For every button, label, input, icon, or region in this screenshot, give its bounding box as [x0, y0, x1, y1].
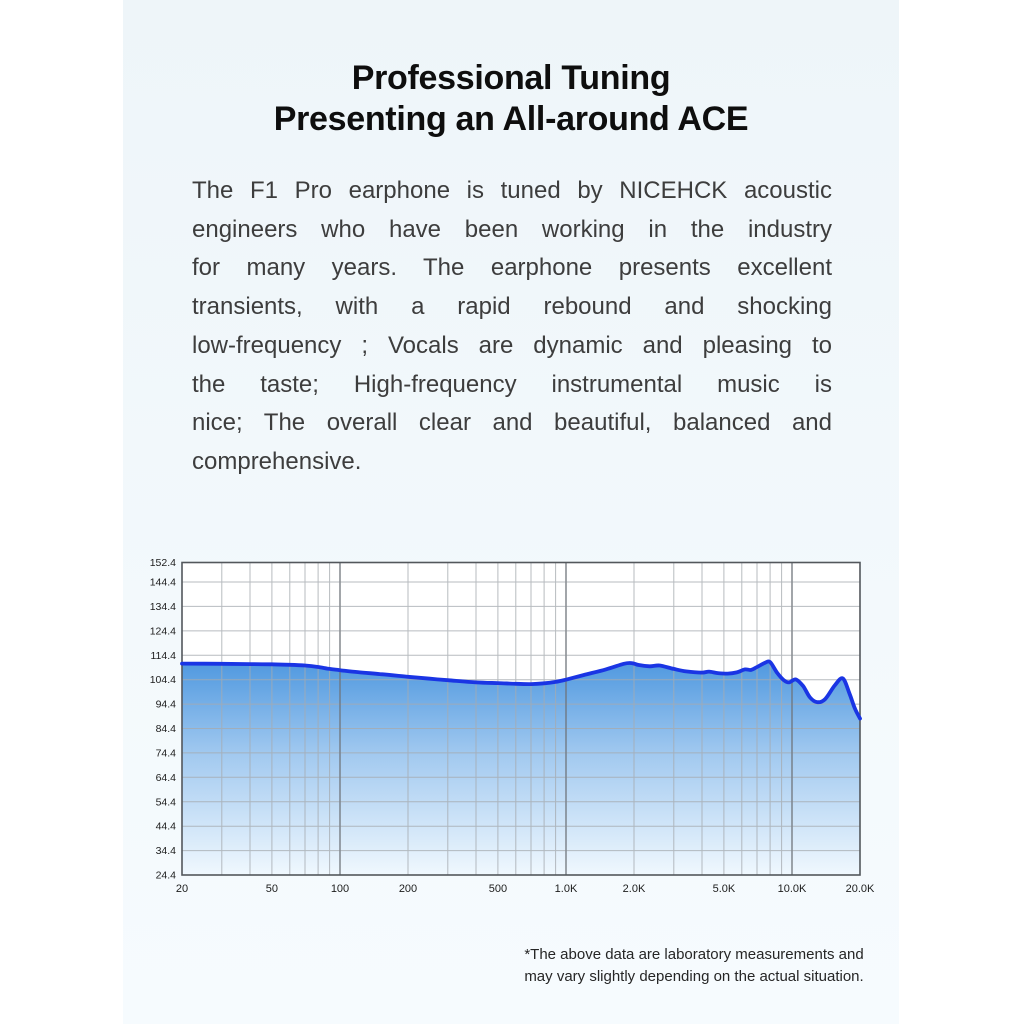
description-line: comprehensive. — [192, 447, 362, 475]
svg-text:20: 20 — [175, 883, 189, 895]
svg-text:84.4: 84.4 — [155, 723, 176, 735]
page-title — [123, 58, 899, 140]
svg-text:134.4: 134.4 — [149, 600, 176, 613]
footnote-line-2: may vary slightly depending on the actual situation. — [524, 967, 864, 985]
description-line: engineers who have been working in the industry — [192, 215, 832, 243]
svg-text:200: 200 — [398, 883, 418, 895]
svg-text:152.4: 152.4 — [149, 557, 176, 569]
svg-text:50: 50 — [265, 883, 279, 895]
response-area-fill — [182, 661, 860, 875]
description-line: nice; The overall clear and beautiful, balanced and — [192, 409, 832, 437]
svg-text:20.0K: 20.0K — [845, 883, 875, 895]
svg-text:2.0K: 2.0K — [622, 883, 646, 895]
title-line-1: Professional Tuning — [351, 59, 671, 97]
svg-text:104.4: 104.4 — [149, 674, 176, 687]
svg-text:500: 500 — [488, 883, 508, 895]
svg-text:10.0K: 10.0K — [777, 883, 807, 895]
svg-text:44.4: 44.4 — [155, 820, 176, 833]
svg-text:94.4: 94.4 — [155, 698, 176, 711]
description-line: for many years. The earphone presents excellent — [192, 254, 832, 282]
svg-text:1.0K: 1.0K — [554, 883, 578, 895]
title-line-2: Presenting an All-around ACE — [273, 100, 749, 138]
y-axis-labels — [150, 557, 176, 882]
svg-text:74.4: 74.4 — [155, 747, 176, 760]
svg-text:64.4: 64.4 — [155, 771, 176, 784]
svg-text:144.4: 144.4 — [149, 576, 176, 589]
description-line: the taste; High-frequency instrumental music is — [192, 370, 832, 398]
description-line: The F1 Pro earphone is tuned by NICEHCK acoustic — [192, 177, 832, 204]
svg-text:114.4: 114.4 — [150, 649, 176, 662]
measurement-disclaimer — [518, 944, 870, 987]
svg-text:100: 100 — [330, 883, 350, 895]
svg-text:24.4: 24.4 — [155, 869, 176, 882]
svg-text:124.4: 124.4 — [149, 625, 176, 638]
description-line: transients, with a rapid rebound and shocking — [192, 293, 832, 321]
frequency-response-chart — [130, 545, 910, 915]
footnote-line-1: *The above data are laboratory measurements and — [524, 946, 864, 963]
svg-text:5.0K: 5.0K — [712, 883, 736, 895]
frequency-response-plot — [130, 545, 910, 915]
product-description — [192, 172, 832, 482]
description-line: low-frequency ; Vocals are dynamic and pleasing to — [192, 331, 832, 359]
svg-text:54.4: 54.4 — [155, 796, 176, 809]
svg-text:34.4: 34.4 — [155, 845, 176, 858]
x-axis-labels — [176, 883, 875, 895]
